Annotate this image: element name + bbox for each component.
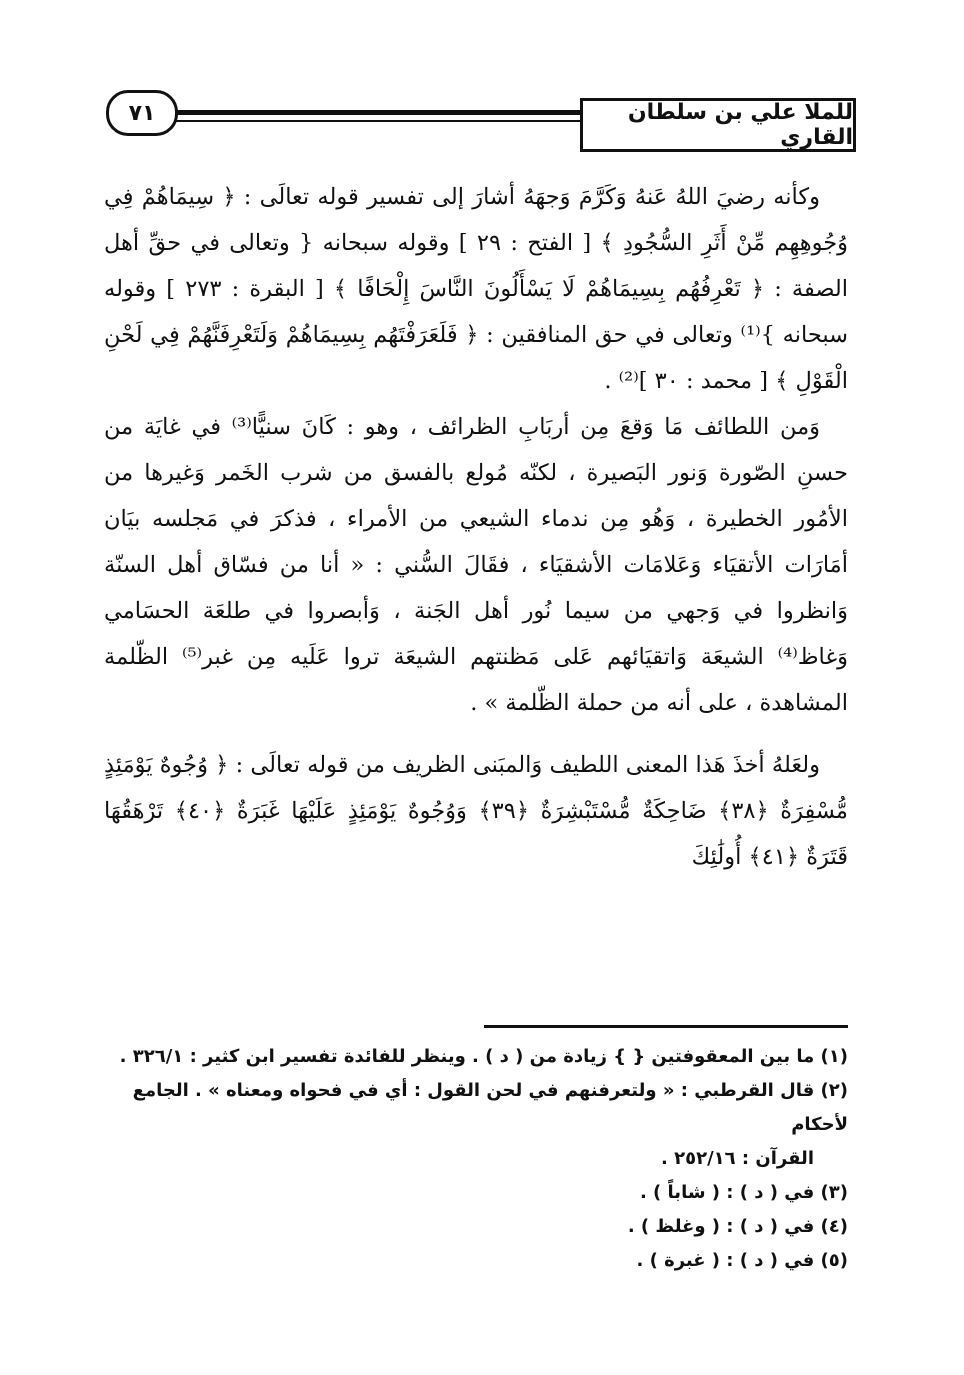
paragraph: ولعَلهُ أخذَ هَذا المعنى اللطيف وَالمبَنى الظريف من قوله تعالَى : ﴿ وُجُوهٌ يَوْمَئِذٍ مُّسْفِرَةٌ ﴿٣٨﴾ ضَاحِكَةٌ مُّسْتَبْشِرَةٌ ﴿٣٩﴾ وَوُجُوهٌ يَوْمَئِذٍ عَلَيْهَا غَبَرَةٌ ﴿٤٠﴾ تَرْهَقُهَا قَتَرَةٌ ﴿٤١﴾ أُولَٰئِكَ — [104, 752, 848, 870]
page-header — [98, 86, 854, 152]
footnote-item — [104, 1244, 848, 1278]
footnote-continuation: القرآن : ٢٥٢/١٦ . — [661, 1148, 814, 1169]
page-number: ٧١ — [106, 90, 178, 136]
footnote-text: في ( د ) : ( شاباً ) . — [639, 1182, 815, 1203]
footnote-marker: (١) — [820, 1046, 848, 1067]
footnote-marker: (٢) — [820, 1080, 848, 1101]
paragraph: وَمن اللطائف مَا وَقعَ مِن أربَابِ الظرائف ، وهو : كَانَ سنيًّا⁽³⁾ في غايَة من حسنِ الصّورة وَنور البَصيرة ، لكنّه مُولع بالفسق من شرب الخَمر وَغيرها من الأمُور الخطيرة ، وَهُو مِن ندماء الشيعي من الأمراء ، فذكرَ في مَجلسه بيَان أمَارَات الأتقيَاء وَعَلامَات الأشقيَاء ، فقَالَ السُّني : « أنا من فسّاق أهل السنّة وَانظروا في وَجهي من سيما نُور أهل الجَنة ، وَأبصروا في طلعَة الحسَامي وَغاظ⁽⁴⁾ الشيعَة وَاتقيَائهم عَلى مَظنتهم الشيعَة تروا عَلَيه مِن غبر⁽⁵⁾ الظّلمة المشاهدة ، على أنه من حملة الظّلمة » . — [104, 414, 849, 716]
footnote-text: ما بين المعقوفتين { } زيادة من ( د ) . وينظر للفائدة تفسير ابن كثير : ٣٢٦/١ . — [119, 1046, 815, 1067]
running-title: للملا علي بن سلطان القاري — [580, 98, 856, 152]
footnote-separator — [484, 1025, 848, 1028]
footnote-item — [104, 1074, 848, 1176]
footnote-item — [104, 1176, 848, 1210]
footnote-text: في ( د ) : ( وغلظ ) . — [627, 1216, 815, 1237]
footnotes — [104, 1040, 848, 1278]
footnote-text: في ( د ) : ( غبرة ) . — [636, 1250, 815, 1271]
footnote-item — [104, 1210, 848, 1244]
main-text — [104, 174, 848, 880]
header-rule — [170, 110, 590, 115]
footnote-marker: (٥) — [820, 1250, 848, 1271]
footnote-marker: (٣) — [820, 1182, 848, 1203]
footnote-text: قال القرطبي : « ولتعرفنهم في لحن القول : أي في فحواه ومعناه » . الجامع لأحكام — [132, 1080, 848, 1135]
footnote-marker: (٤) — [820, 1216, 848, 1237]
paragraph: وكأنه رضيَ اللهُ عَنهُ وَكَرَّمَ وَجهَهُ أشارَ إلى تفسير قوله تعالَى : ﴿ سِيمَاهُمْ فِي وُجُوهِهِم مِّنْ أَثَرِ السُّجُودِ ﴾ [ الفتح : ٢٩ ] وقوله سبحانه { وتعالى في حقِّ أهل الصفة : ﴿ تَعْرِفُهُم بِسِيمَاهُمْ لَا يَسْأَلُونَ النَّاسَ إِلْحَافًا ﴾ [ البقرة : ٢٧٣ ] وقوله سبحانه }⁽¹⁾ وتعالى في حق المنافقين : ﴿ فَلَعَرَفْتَهُم بِسِيمَاهُمْ وَلَتَعْرِفَنَّهُمْ فِي لَحْنِ الْقَوْلِ ﴾ [ محمد : ٣٠ ]⁽²⁾ . — [104, 184, 848, 394]
header-rule-thin — [170, 120, 590, 122]
footnote-item — [104, 1040, 848, 1074]
